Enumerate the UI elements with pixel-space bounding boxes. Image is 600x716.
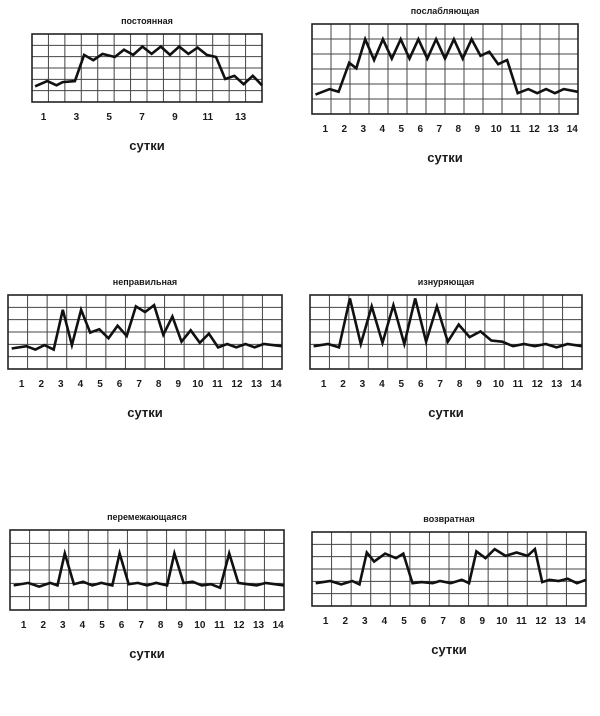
chart1-title: постоянная (121, 16, 173, 26)
chart1-xtick: 5 (106, 112, 112, 123)
chart2-xtick: 12 (528, 124, 540, 135)
chart3-xtick: 13 (250, 379, 263, 390)
chart6-xtick: 11 (516, 616, 527, 627)
chart2-xtick: 13 (547, 124, 559, 135)
panel-postoyannaya (0, 0, 300, 237)
chart1-xtick: 3 (73, 112, 80, 123)
chart3-xtick: 5 (97, 379, 103, 390)
chart5-xtick: 9 (177, 620, 184, 631)
chart3-xtick: 12 (231, 379, 243, 390)
chart3-xtick: 4 (77, 379, 84, 390)
chart6-xtick: 12 (535, 616, 547, 627)
chart3-xtick: 1 (18, 379, 25, 390)
chart5-xtick: 10 (194, 620, 206, 631)
chart2-xtick: 9 (474, 124, 481, 135)
chart3-xtick: 14 (270, 379, 282, 390)
chart4-xtick: 2 (340, 379, 346, 390)
chart2-xtick: 10 (490, 124, 502, 135)
chart2-xtick: 8 (455, 124, 462, 135)
chart4-xtick: 3 (359, 379, 366, 390)
chart1-series-line (35, 47, 262, 87)
chart5-xtick: 2 (40, 620, 47, 631)
chart5-grid (10, 530, 284, 610)
chart6-xtick: 13 (554, 616, 567, 627)
chart6-xtick: 2 (342, 616, 349, 627)
chart4-xtick: 6 (417, 379, 424, 390)
chart6-xtick: 3 (362, 616, 368, 627)
chart2-grid (312, 24, 578, 114)
panel-vozvratnaya (300, 474, 600, 711)
chart3-title: неправильная (112, 277, 178, 287)
chart6-series-line (316, 549, 586, 584)
chart2-xtick: 7 (436, 124, 443, 135)
chart6-xtick: 9 (479, 616, 486, 627)
chart3-xtick: 11 (212, 379, 223, 390)
chart4-xtick: 11 (512, 379, 524, 390)
chart2-xtick: 1 (322, 124, 329, 135)
chart5-xtick: 1 (20, 620, 27, 631)
chart5-xtick: 8 (157, 620, 164, 631)
chart2-xtick: 5 (398, 124, 405, 135)
chart-nepravilnaya (0, 237, 300, 474)
chart2-title: послабляющая (410, 6, 480, 16)
chart4-xtick: 9 (476, 379, 482, 390)
panel-peremezhayuschayasya (0, 474, 300, 711)
chart3-xtick: 2 (38, 379, 45, 390)
chart6-title: возвратная (423, 514, 475, 524)
panel-iznuryayuschaya (300, 237, 600, 474)
chart3-xtick: 7 (136, 379, 142, 390)
chart2-xtick: 4 (379, 124, 386, 135)
chart6-xtick: 1 (322, 616, 329, 627)
chart5-xtick: 4 (79, 620, 86, 631)
chart4-xtick: 10 (492, 379, 505, 390)
chart4-xtick: 5 (398, 379, 405, 390)
chart6-xtick: 4 (381, 616, 388, 627)
chart1-xtick: 7 (139, 112, 145, 123)
chart6-xtick: 14 (574, 616, 586, 627)
chart4-xtick: 7 (437, 379, 443, 390)
chart4-title: изнуряющая (417, 277, 475, 287)
chart3-xlabel: сутки (127, 405, 163, 420)
chart1-xtick: 9 (172, 112, 178, 123)
chart4-xtick: 14 (570, 379, 582, 390)
chart2-series-line (316, 39, 579, 94)
panel-nepravilnaya (0, 237, 300, 474)
chart6-xtick: 7 (440, 616, 446, 627)
chart6-xtick: 8 (459, 616, 466, 627)
chart-postoyannaya (0, 0, 300, 237)
chart3-grid (8, 295, 282, 369)
chart6-xtick: 10 (496, 616, 508, 627)
chart3-xtick: 3 (58, 379, 64, 390)
panel-poslablyayuschaya (300, 0, 600, 237)
chart2-xtick: 14 (566, 124, 578, 135)
chart5-xtick: 11 (214, 620, 225, 631)
chart2-xtick: 11 (510, 124, 521, 135)
chart2-xtick: 3 (360, 124, 367, 135)
chart2-xlabel: сутки (427, 150, 463, 165)
chart1-grid (32, 34, 262, 102)
chart1-xtick: 13 (235, 112, 247, 123)
chart4-xlabel: сутки (428, 405, 464, 420)
chart5-xtick: 6 (118, 620, 125, 631)
chart4-xtick: 12 (531, 379, 543, 390)
chart6-xtick: 6 (420, 616, 427, 627)
chart1-xtick: 11 (202, 112, 214, 123)
chart-vozvratnaya (300, 474, 600, 711)
chart4-series-line (314, 298, 582, 347)
chart3-xtick: 10 (192, 379, 204, 390)
chart6-grid (312, 532, 586, 606)
chart1-xlabel: сутки (129, 138, 165, 153)
chart4-xtick: 13 (551, 379, 563, 390)
chart3-xtick: 6 (116, 379, 123, 390)
chart6-xtick: 5 (401, 616, 407, 627)
chart5-xtick: 14 (272, 620, 284, 631)
chart2-xtick: 2 (341, 124, 348, 135)
chart5-xtick: 12 (233, 620, 245, 631)
chart3-series-line (12, 305, 282, 349)
chart5-xtick: 7 (138, 620, 144, 631)
chart2-xtick: 6 (417, 124, 424, 135)
chart5-series-line (14, 553, 284, 587)
chart4-xtick: 8 (456, 379, 463, 390)
chart4-xtick: 4 (379, 379, 385, 390)
chart5-title: перемежающаяся (107, 512, 187, 522)
chart5-xtick: 13 (252, 620, 265, 631)
chart1-xtick: 1 (40, 112, 47, 123)
chart5-xtick: 5 (99, 620, 105, 631)
chart5-xtick: 3 (60, 620, 66, 631)
chart-poslablyayuschaya (300, 0, 600, 237)
chart5-xlabel: сутки (129, 646, 165, 661)
chart3-xtick: 8 (155, 379, 162, 390)
chart3-xtick: 9 (175, 379, 182, 390)
chart4-xtick: 1 (320, 379, 327, 390)
chart6-xlabel: сутки (431, 642, 467, 657)
chart-iznuryayuschaya (300, 237, 600, 474)
chart-peremezhayuschayasya (0, 474, 300, 711)
